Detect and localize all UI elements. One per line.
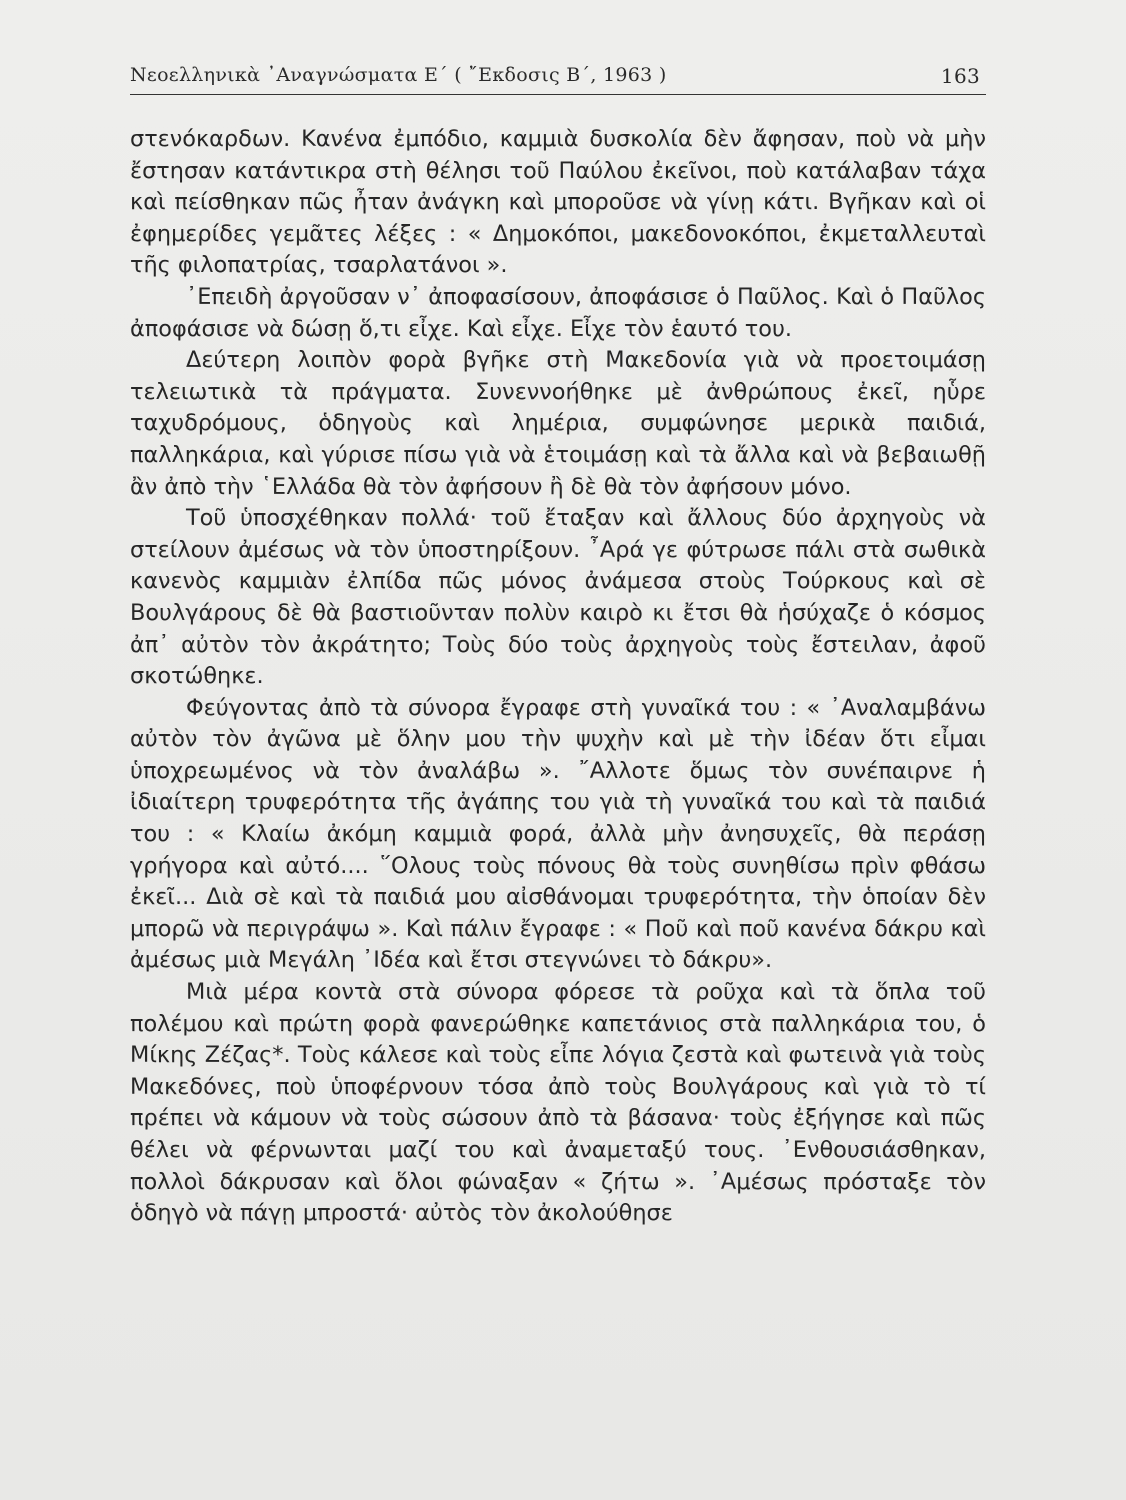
book-title-header: Νεοελληνικὰ ᾿Αναγνώσματα Ε΄ ( ῎Εκδοσις Β΄, 1963 )	[130, 64, 667, 86]
paragraph-3: Δεύτερη λοιπὸν φορὰ βγῆκε στὴ Μακεδονία γιὰ νὰ προετοιμάσῃ τελειωτικὰ τὰ πράγματα. Συνεννοήθηκε μὲ ἀνθρώπους ἐκεῖ, ηὗρε ταχυδρόμους, ὁδηγοὺς καὶ λημέρια, συμφώνησε μερικὰ παιδιά, παλληκάρια, καὶ γύρισε πίσω γιὰ νὰ ἑτοιμάσῃ καὶ τὰ ἄλλα καὶ νὰ βεβαιωθῇ ἂν ἀπὸ τὴν ῾Ελλάδα θὰ τὸν ἀφήσουν ἢ δὲ θὰ τὸν ἀφήσουν μόνο.	[130, 347, 986, 500]
main-text	[130, 124, 986, 1230]
page-number: 163	[940, 64, 980, 88]
paragraph-6: Μιὰ μέρα κοντὰ στὰ σύνορα φόρεσε τὰ ροῦχα καὶ τὰ ὅπλα τοῦ πολέμου καὶ πρώτη φορὰ φανερώθηκε καπετάνιος στὰ παλληκάρια του, ὁ Μίκης Ζέζας*. Τοὺς κάλεσε καὶ τοὺς εἶπε λόγια ζεστὰ καὶ φωτεινὰ γιὰ τοὺς Μακεδόνες, ποὺ ὑποφέρνουν τόσα ἀπὸ τοὺς Βουλγάρους καὶ γιὰ τὸ τί πρέπει νὰ κάμουν νὰ τοὺς σώσουν ἀπὸ τὰ βάσανα· τοὺς ἐξήγησε καὶ πῶς θέλει νὰ φέρνωνται μαζί του καὶ ἀναμεταξύ τους. ᾿Ενθουσιάσθηκαν, πολλοὶ δάκρυσαν καὶ ὅλοι φώναξαν « ζήτω ». ᾿Αμέσως πρόσταξε τὸν ὁδηγὸ νὰ πάγῃ μπροστά· αὐτὸς τὸν ἀκολούθησε	[130, 979, 986, 1227]
paragraph-1: στενόκαρδων. Κανένα ἐμπόδιο, καμμιὰ δυσκολία δὲν ἄφησαν, ποὺ νὰ μὴν ἔστησαν κατάντικρα στὴ θέλησι τοῦ Παύλου ἐκεῖνοι, ποὺ κατάλαβαν τάχα καὶ πείσθηκαν πῶς ἦταν ἀνάγκη καὶ μποροῦσε νὰ γίνῃ κάτι. Βγῆκαν καὶ οἱ ἐφημερίδες γεμᾶτες λέξες : « Δημοκόποι, μακεδονοκόποι, ἐκμεταλλευταὶ τῆς φιλοπατρίας, τσαρλατάνοι ».	[130, 126, 986, 279]
paragraph-5: Φεύγοντας ἀπὸ τὰ σύνορα ἔγραφε στὴ γυναῖκά του : « ᾿Αναλαμβάνω αὐτὸν τὸν ἀγῶνα μὲ ὅλην μου τὴν ψυχὴν καὶ μὲ τὴν ἰδέαν ὅτι εἶμαι ὑποχρεωμένος νὰ τὸν ἀναλάβω ». ῎Αλλοτε ὅμως τὸν συνέπαιρνε ἡ ἰδιαίτερη τρυφερότητα τῆς ἀγάπης του γιὰ τὴ γυναῖκά του καὶ τὰ παιδιά του : « Κλαίω ἀκόμη καμμιὰ φορά, ἀλλὰ μὴν ἀνησυχεῖς, θὰ περάσῃ γρήγορα καὶ αὐτό.... ῞Ολους τοὺς πόνους θὰ τοὺς συνηθίσω πρὶν φθάσω ἐκεῖ... Διὰ σὲ καὶ τὰ παιδιά μου αἰσθάνομαι τρυφερότητα, τὴν ὁποίαν δὲν μπορῶ νὰ περιγράψω ». Καὶ πάλιν ἔγραφε : « Ποῦ καὶ ποῦ κανένα δάκρυ καὶ ἀμέσως μιὰ Μεγάλη ᾿Ιδέα καὶ ἔτσι στεγνώνει τὸ δάκρυ».	[130, 694, 986, 974]
header-rule	[130, 94, 986, 95]
running-head	[130, 62, 986, 92]
paragraph-2: ᾿Επειδὴ ἀργοῦσαν ν᾿ ἀποφασίσουν, ἀποφάσισε ὁ Παῦλος. Καὶ ὁ Παῦλος ἀποφάσισε νὰ δώσῃ ὅ,τι εἶχε. Καὶ εἶχε. Εἶχε τὸν ἑαυτό του.	[130, 283, 986, 342]
paragraph-4: Τοῦ ὑποσχέθηκαν πολλά· τοῦ ἔταξαν καὶ ἄλλους δύο ἀρχηγοὺς νὰ στείλουν ἀμέσως νὰ τὸν ὑποστηρίξουν. ῏Αρά γε φύτρωσε πάλι στὰ σωθικὰ κανενὸς καμμιὰν ἐλπίδα πῶς μόνος ἀνάμεσα στοὺς Τούρκους καὶ σὲ Βουλγάρους δὲ θὰ βαστιοῦνταν πολὺν καιρὸ κι ἔτσι θὰ ἡσύχαζε ὁ κόσμος ἀπ᾿ αὐτὸν τὸν ἀκράτητο; Τοὺς δύο τοὺς ἀρχηγοὺς τοὺς ἔστειλαν, ἀφοῦ σκοτώθηκε.	[130, 505, 986, 690]
